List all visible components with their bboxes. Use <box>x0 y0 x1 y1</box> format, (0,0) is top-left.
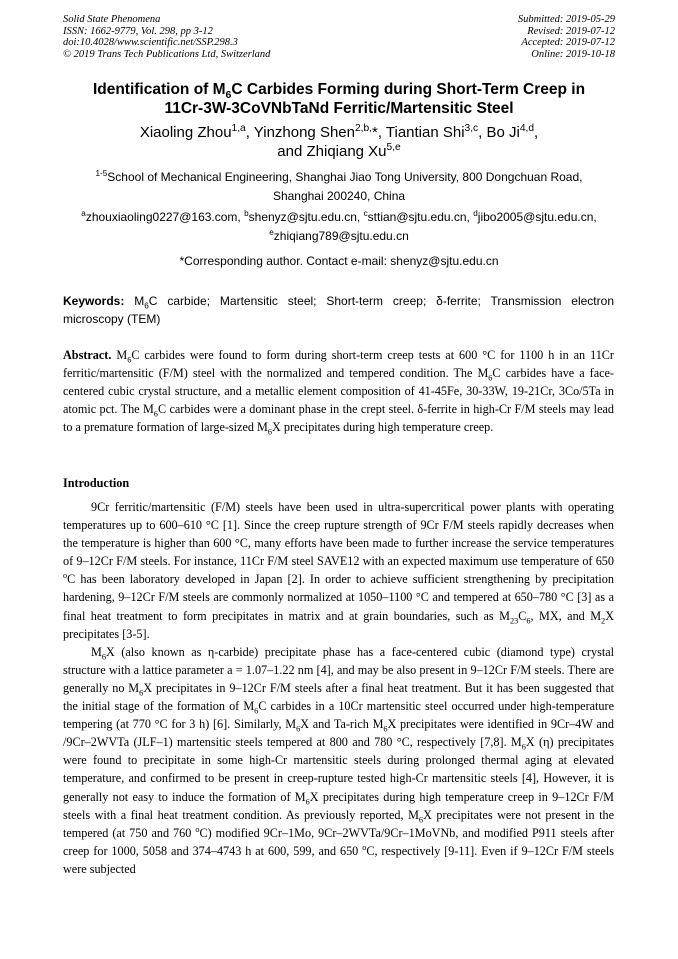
journal-info <box>63 14 270 60</box>
introduction-body <box>63 498 614 878</box>
keywords: Keywords: $M_6C$ carbide; Martensitic steel; Short-term creep; δ-ferrite; Transmission electron microscopy (TEM) <box>63 294 614 326</box>
issn-line: ISSN: 1662-9779, Vol. 298, pp 3-12 <box>63 25 213 37</box>
copyright-line: © 2019 Trans Tech Publications Ltd, Switzerland <box>63 48 271 60</box>
submitted-date: Submitted: 2019-05-29 <box>517 14 615 25</box>
paragraph-2: $M_6X$ (also known as η-carbide) precipitate phase has a face-centered cubic (diamond type) crystal structure with a lattice parameter a = 1.07–1.22 nm [4], and may be also present in 9–12Cr F/M steels. There are generally no $M_6X$ precipitates in 9–12Cr F/M steels after a final heat treatment. But it has been suggested that the initial stage of the formation of $M_6C$ carbides in a 10Cr martensitic steel occurred under high-temperature tempering (at 770 °C for 3 h) [6]. Similarly, $M_6X$ and Ta-rich $M_6X$ precipitates were identified in 9Cr–4W and /9Cr–2WVTa (JLF–1) martensitic steels tempered at 800 and 780 °C, respectively [7,8]. $M_6X$ (η) precipitates were found to precipitate in some high-Cr martensitic steels during prolonged thermal aging at elevated temperature, and confirmed to be present in creep-rupture tested high-Cr martensitic steels [4], However, it is generally not easy to induce the formation of $M_6X$ precipitates during high temperature creep in 9–12Cr F/M steels with a final heat treatment condition. As previously reported, $M_6X$ precipitates were not present in the tempered (at 750 and 760 $^o$C) modified 9Cr–1Mo, 9Cr–2WVTa/9Cr–1MoVNb, and modified P911 steels after creep for 1000, 5058 and 374–4743 h at 600, 599, and 650 $^o$C, respectively [9-11]. Even if 9–12Cr F/M steels were subjected <box>63 644 614 876</box>
author-list: Xiaoling Zhou$^{1,a}$, Yinzhong Shen$^{2,b,}$*, Tiantian Shi$^{3,c}$, Bo Ji$^{4,d}$, and Zhiqiang Xu$^{5,e}$ <box>139 123 539 160</box>
abstract: Abstract. $M_6C$ carbides were found to form during short-term creep tests at 600 °C for 1100 h in an 11Cr ferritic/martensitic (F/M) steel with the normalized and tempered condition. The $M_6C$ carbides have a face-centered cubic crystal structure, and a metallic element composition of 41-45Fe, 30-33W, 19-21Cr, 3Co/5Ta in atomic pct. The $M_6C$ carbides were a dominant phase in the crept steel. δ-ferrite in high-Cr F/M steels may lead to a premature formation of large-sized $M_6X$ precipitates during high temperature creep. <box>63 348 614 437</box>
section-heading-introduction: Introduction <box>63 476 130 490</box>
accepted-date: Accepted: 2019-07-12 <box>521 37 615 48</box>
online-date: Online: 2019-10-18 <box>531 48 615 60</box>
journal-name: Solid State Phenomena <box>63 14 161 25</box>
paper-title: Identification of $M_6C$ Carbides Forming during Short-Term Creep in 11Cr-3W-3CoVNbTaNd Ferritic/Martensitic Steel <box>92 81 586 117</box>
paragraph-1: 9Cr ferritic/martensitic (F/M) steels have been used in ultra-supercritical power plants with operating temperatures up to 600–610 °C [1]. Since the creep rupture strength of 9Cr F/M steels rapidly decreases when the temperature is higher than 600 °C, many efforts have been made to further increase the service temperatures of 9–12Cr F/M steels. For instance, 11Cr F/M steel SAVE12 with an expected maximum use temperature of 650 $^o$C has been laboratory developed in Japan [2]. In order to achieve sufficient strengthening by precipitation hardening, 9–12Cr F/M steels are commonly normalized at 1050–1100 °C and tempered at 650–780 °C [3] as a final heat treatment to form precipitates in matrix and at grain boundaries, such as $M_{23}C_6$, MX, and $M_2X$ precipitates [3-5]. <box>63 500 614 641</box>
affiliation: $^{1-5}$School of Mechanical Engineering, Shanghai Jiao Tong University, 800 Dongchuan Road, Shanghai 200240, China <box>95 169 583 203</box>
dates-info <box>518 14 615 60</box>
doi-line: doi:10.4028/www.scientific.net/SSP.298.3 <box>63 37 238 48</box>
corresponding-author: *Corresponding author. Contact e-mail: shenyz@sjtu.edu.cn <box>179 254 499 268</box>
revised-date: Revised: 2019-07-12 <box>527 25 615 37</box>
author-emails: $^a$zhouxiaoling0227@163.com, $^b$shenyz@sjtu.edu.cn, $^c$sttian@sjtu.edu.cn, $^d$jibo2005@sjtu.edu.cn, $^e$zhiqiang789@sjtu.edu.cn <box>81 209 597 243</box>
